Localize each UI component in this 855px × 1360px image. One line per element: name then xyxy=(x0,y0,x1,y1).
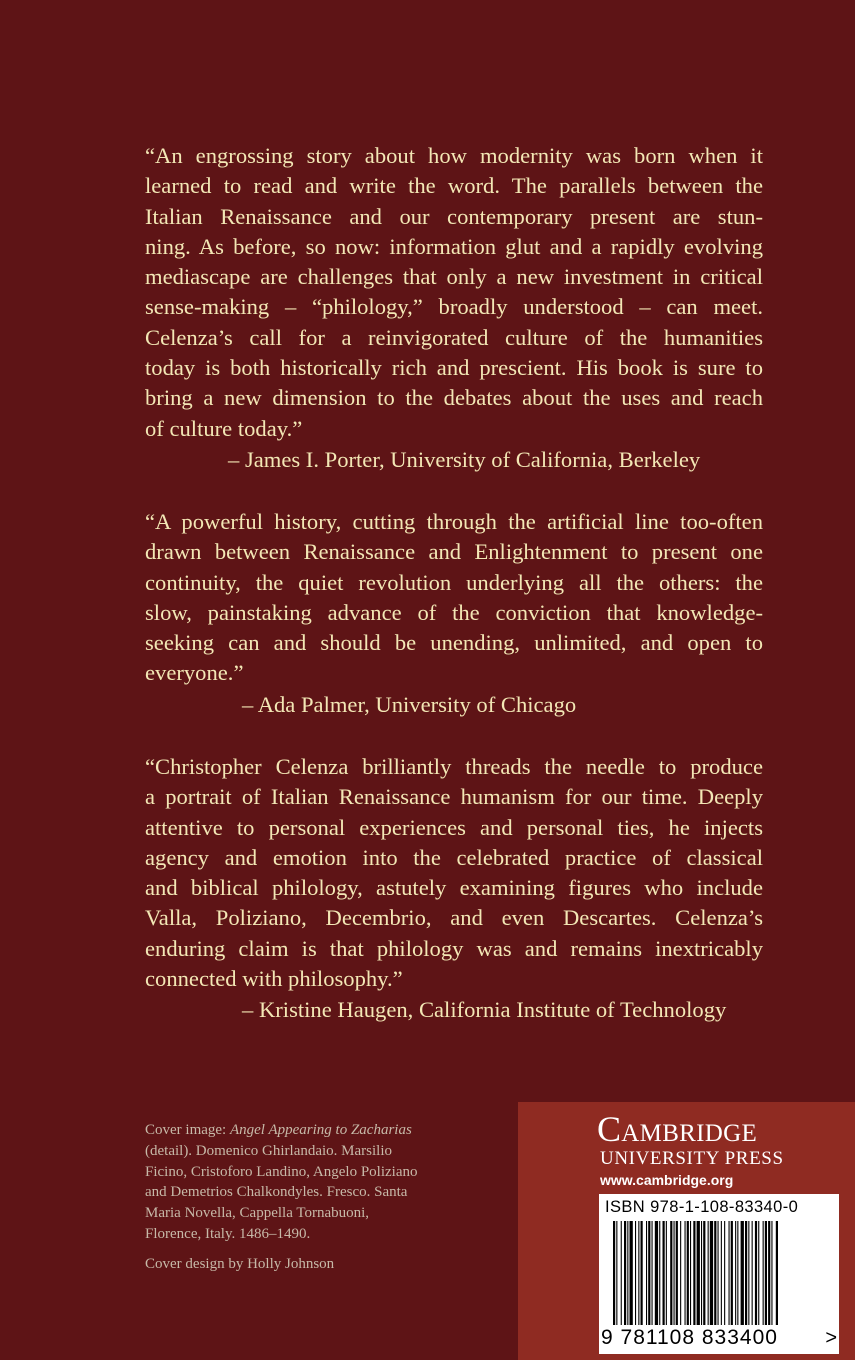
barcode-bar xyxy=(613,1221,615,1325)
barcode-bar xyxy=(616,1221,617,1325)
barcode-bar xyxy=(641,1221,643,1325)
cover-image-credit-line xyxy=(145,1120,455,1141)
quote-line: seeking can and should be unending, unlimited, and open to xyxy=(145,630,763,656)
barcode-bar xyxy=(729,1221,730,1325)
barcode-bar xyxy=(771,1221,772,1325)
isbn-label: ISBN 978-1-108-83340-0 xyxy=(605,1198,799,1216)
barcode-bar xyxy=(763,1221,764,1325)
cover-image-credit-line: Ficino, Cristoforo Landino, Angelo Poliziano xyxy=(145,1163,418,1180)
barcode-bar xyxy=(752,1221,753,1325)
cover-credits xyxy=(145,1120,455,1275)
quote-line: and biblical philology, astutely examining figures who include xyxy=(145,875,763,901)
quote-line: today is both historically rich and prescient. His book is sure to xyxy=(145,355,763,381)
barcode-bars xyxy=(613,1221,825,1325)
barcode-bar xyxy=(652,1221,653,1325)
barcode-bar xyxy=(737,1221,738,1325)
endorsement-porter xyxy=(145,141,763,444)
barcode-bar xyxy=(663,1221,665,1325)
barcode-chevron: > xyxy=(825,1327,837,1349)
barcode-bar xyxy=(687,1221,689,1325)
publisher-name: Cambridge xyxy=(597,1109,758,1149)
barcode-bar xyxy=(748,1221,749,1325)
barcode-bar xyxy=(701,1221,702,1325)
barcode-bar xyxy=(690,1221,691,1325)
barcode-bar xyxy=(718,1221,719,1325)
barcode-bar xyxy=(648,1221,650,1325)
quote-line: mediascape are challenges that only a new investment in critical xyxy=(145,264,763,290)
barcode-bar xyxy=(685,1221,686,1325)
barcode-bar xyxy=(776,1221,778,1325)
barcode-bar xyxy=(680,1221,681,1325)
quote-line: “An engrossing story about how modernity was born when it xyxy=(145,143,763,168)
barcode-bar xyxy=(670,1221,672,1325)
quote-line: ning. As before, so now: information glut and a rapidly evolving xyxy=(145,233,763,259)
endorsement-haugen xyxy=(145,752,763,994)
quote-line: “Christopher Celenza brilliantly threads the needle to produce xyxy=(145,754,763,779)
quote-line: continuity, the quiet revolution underlying all the others: the xyxy=(145,569,763,595)
quote-line: Celenza’s call for a reinvigorated culture of the humanities xyxy=(145,324,763,350)
quote-line: connected with philosophy.” xyxy=(145,966,403,992)
barcode-bar xyxy=(655,1221,658,1325)
barcode-bar xyxy=(768,1221,770,1325)
barcode-bar xyxy=(693,1221,695,1325)
quote-line: agency and emotion into the celebrated practice of classical xyxy=(145,844,763,870)
quote-line: learned to read and write the word. The parallels between the xyxy=(145,173,763,199)
barcode-bar xyxy=(714,1221,716,1325)
quote-line: slow, painstaking advance of the conviction that knowledge- xyxy=(145,599,763,625)
barcode-bar xyxy=(735,1221,736,1325)
barcode-bar xyxy=(710,1221,713,1325)
barcode-bar xyxy=(627,1221,628,1325)
publisher-block xyxy=(518,1102,855,1360)
barcode-bar xyxy=(745,1221,747,1325)
barcode-bar xyxy=(731,1221,733,1325)
quote-line: Italian Renaissance and our contemporary present are stun- xyxy=(145,203,763,229)
cover-image-credit-line: (detail). Domenico Ghirlandaio. Marsilio xyxy=(145,1142,393,1159)
quote-line: a portrait of Italian Renaissance humanism for our time. Deeply xyxy=(145,784,763,810)
isbn-barcode xyxy=(599,1194,839,1354)
barcode-bar xyxy=(708,1221,709,1325)
quote-line: enduring claim is that philology was and remains inextricably xyxy=(145,935,763,961)
barcode-bar xyxy=(674,1221,675,1325)
barcode-bar xyxy=(697,1221,700,1325)
publisher-subtitle: UNIVERSITY PRESS xyxy=(600,1148,784,1169)
barcode-bar xyxy=(765,1221,767,1325)
publisher-url: www.cambridge.org xyxy=(600,1172,734,1188)
quote-line: sense-making – “philology,” broadly understood – can meet. xyxy=(145,294,763,320)
barcode-bar xyxy=(630,1221,633,1325)
barcode-bar xyxy=(721,1221,722,1325)
barcode-bar xyxy=(624,1221,626,1325)
quote-line: “A powerful history, cutting through the artificial line too-often xyxy=(145,509,763,534)
barcode-bar xyxy=(621,1221,622,1325)
quote-line: drawn between Renaissance and Enlightenment to present one xyxy=(145,539,763,565)
attribution-palmer: – Ada Palmer, University of Chicago xyxy=(242,692,577,717)
barcode-bar xyxy=(646,1221,647,1325)
cover-image-credit-line: and Demetrios Chalkondyles. Fresco. Santa xyxy=(145,1184,408,1201)
quote-line: attentive to personal experiences and personal ties, he injects xyxy=(145,814,763,840)
cover-image-prefix: Cover image: xyxy=(145,1122,230,1138)
barcode-bar xyxy=(758,1221,759,1325)
quote-line: of culture today.” xyxy=(145,415,303,441)
barcode-bar xyxy=(635,1221,636,1325)
barcode-bar xyxy=(703,1221,705,1325)
barcode-bar xyxy=(666,1221,667,1325)
quote-line: everyone.” xyxy=(145,660,244,686)
quote-line: Valla, Poliziano, Decembrio, and even Descartes. Celenza’s xyxy=(145,905,763,931)
cover-image-credit-line: Florence, Italy. 1486–1490. xyxy=(145,1225,311,1242)
barcode-bar xyxy=(755,1221,757,1325)
barcode-bar xyxy=(676,1221,678,1325)
barcode-bar xyxy=(741,1221,744,1325)
attribution-haugen: – Kristine Haugen, California Institute of Technology xyxy=(242,997,727,1022)
quote-line: bring a new dimension to the debates about the uses and reach xyxy=(145,385,763,411)
cover-image-credit-line: Maria Novella, Cappella Tornabuoni, xyxy=(145,1205,370,1222)
barcode-digits: 9 781108 833400 xyxy=(601,1326,778,1349)
cover-image-title: Angel Appearing to Zacharias xyxy=(229,1122,412,1138)
barcode-bar xyxy=(638,1221,639,1325)
barcode-bar xyxy=(724,1221,725,1325)
attribution-porter: – James I. Porter, University of California, Berkeley xyxy=(228,447,701,472)
endorsement-palmer xyxy=(145,507,763,689)
barcode-bar xyxy=(659,1221,660,1325)
cover-design-credit: Cover design by Holly Johnson xyxy=(145,1255,335,1272)
